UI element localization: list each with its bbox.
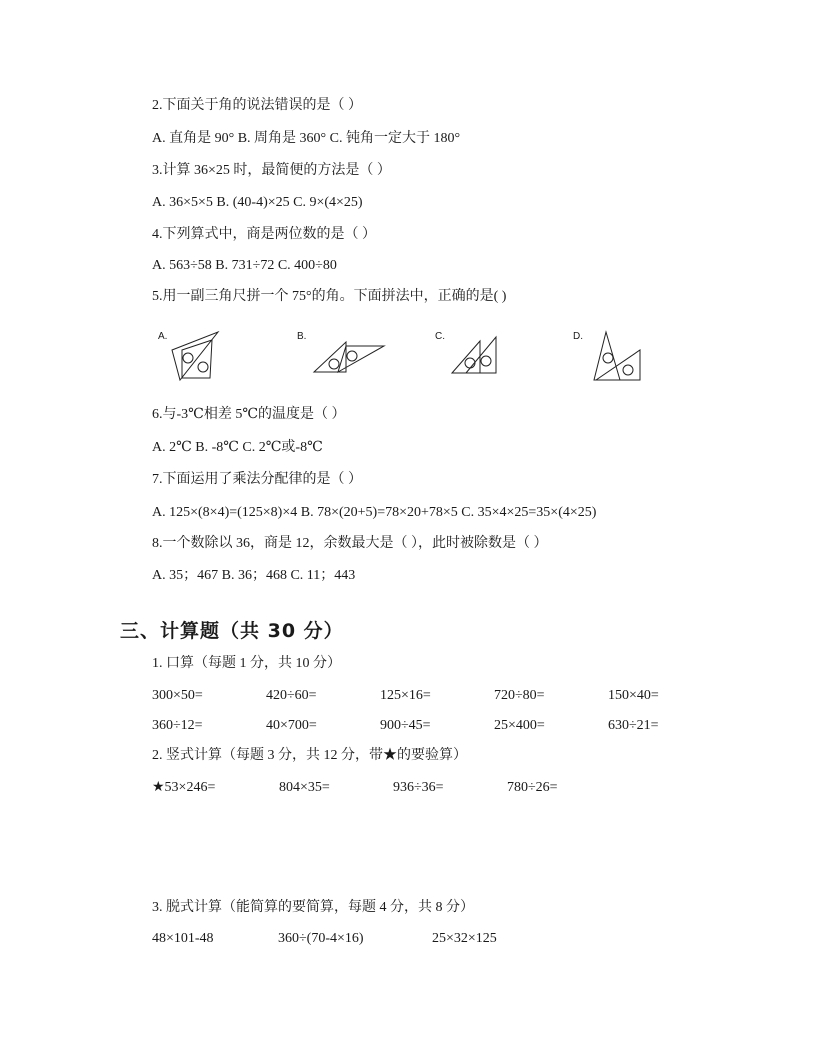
vertical-item: 936÷36= — [393, 780, 444, 795]
oral-calc-heading: 1. 口算（每题 1 分，共 10 分） — [152, 656, 341, 671]
vertical-calc-heading: 2. 竖式计算（每题 3 分，共 12 分，带★的要验算） — [152, 748, 467, 763]
figure-b-diagram — [312, 340, 392, 380]
figure-d-diagram — [590, 330, 650, 385]
oral-item: 25×400= — [494, 718, 545, 733]
question-8-options: A. 35；467 B. 36；468 C. 11；443 — [152, 568, 356, 583]
vertical-item: 780÷26= — [507, 780, 558, 795]
question-8-stem: 8.一个数除以 36，商是 12，余数最大是（ ），此时被除数是（ ） — [152, 536, 548, 551]
figure-label-a: A. — [158, 331, 168, 342]
oral-item: 900÷45= — [380, 718, 431, 733]
stepwise-item: 48×101-48 — [152, 931, 214, 946]
vertical-item: ★53×246= — [152, 780, 216, 795]
oral-item: 360÷12= — [152, 718, 203, 733]
question-4-options: A. 563÷58 B. 731÷72 C. 400÷80 — [152, 258, 337, 273]
figure-a-diagram — [170, 330, 230, 385]
oral-item: 125×16= — [380, 688, 431, 703]
question-3-options: A. 36×5×5 B. (40-4)×25 C. 9×(4×25) — [152, 195, 363, 210]
section-title: 三、计算题（共 30 分） — [120, 620, 344, 642]
oral-item: 40×700= — [266, 718, 317, 733]
stepwise-item: 360÷(70-4×16) — [278, 931, 364, 946]
oral-item: 420÷60= — [266, 688, 317, 703]
figure-label-b: B. — [297, 331, 307, 342]
question-2-stem: 2.下面关于角的说法错误的是（ ） — [152, 98, 362, 113]
oral-item: 630÷21= — [608, 718, 659, 733]
figure-label-d: D. — [573, 331, 583, 342]
oral-item: 300×50= — [152, 688, 203, 703]
stepwise-calc-heading: 3. 脱式计算（能简算的要简算，每题 4 分，共 8 分） — [152, 900, 474, 915]
question-6-stem: 6.与-3℃相差 5℃的温度是（ ） — [152, 407, 346, 422]
oral-item: 150×40= — [608, 688, 659, 703]
question-4-stem: 4.下列算式中，商是两位数的是（ ） — [152, 227, 376, 242]
vertical-item: 804×35= — [279, 780, 330, 795]
figure-c-diagram — [450, 335, 510, 380]
question-3-stem: 3.计算 36×25 时，最简便的方法是（ ） — [152, 163, 391, 178]
stepwise-item: 25×32×125 — [432, 931, 497, 946]
oral-item: 720÷80= — [494, 688, 545, 703]
question-7-stem: 7.下面运用了乘法分配律的是（ ） — [152, 472, 362, 487]
question-2-options: A. 直角是 90° B. 周角是 360° C. 钝角一定大于 180° — [152, 131, 461, 146]
question-7-options: A. 125×(8×4)=(125×8)×4 B. 78×(20+5)=78×20+78×5 C. 35×4×25=35×(4×25) — [152, 505, 597, 520]
question-5-stem: 5.用一副三角尺拼一个 75°的角。下面拼法中，正确的是( ) — [152, 289, 507, 304]
question-6-options: A. 2℃ B. -8℃ C. 2℃或-8℃ — [152, 440, 323, 455]
figure-label-c: C. — [435, 331, 445, 342]
